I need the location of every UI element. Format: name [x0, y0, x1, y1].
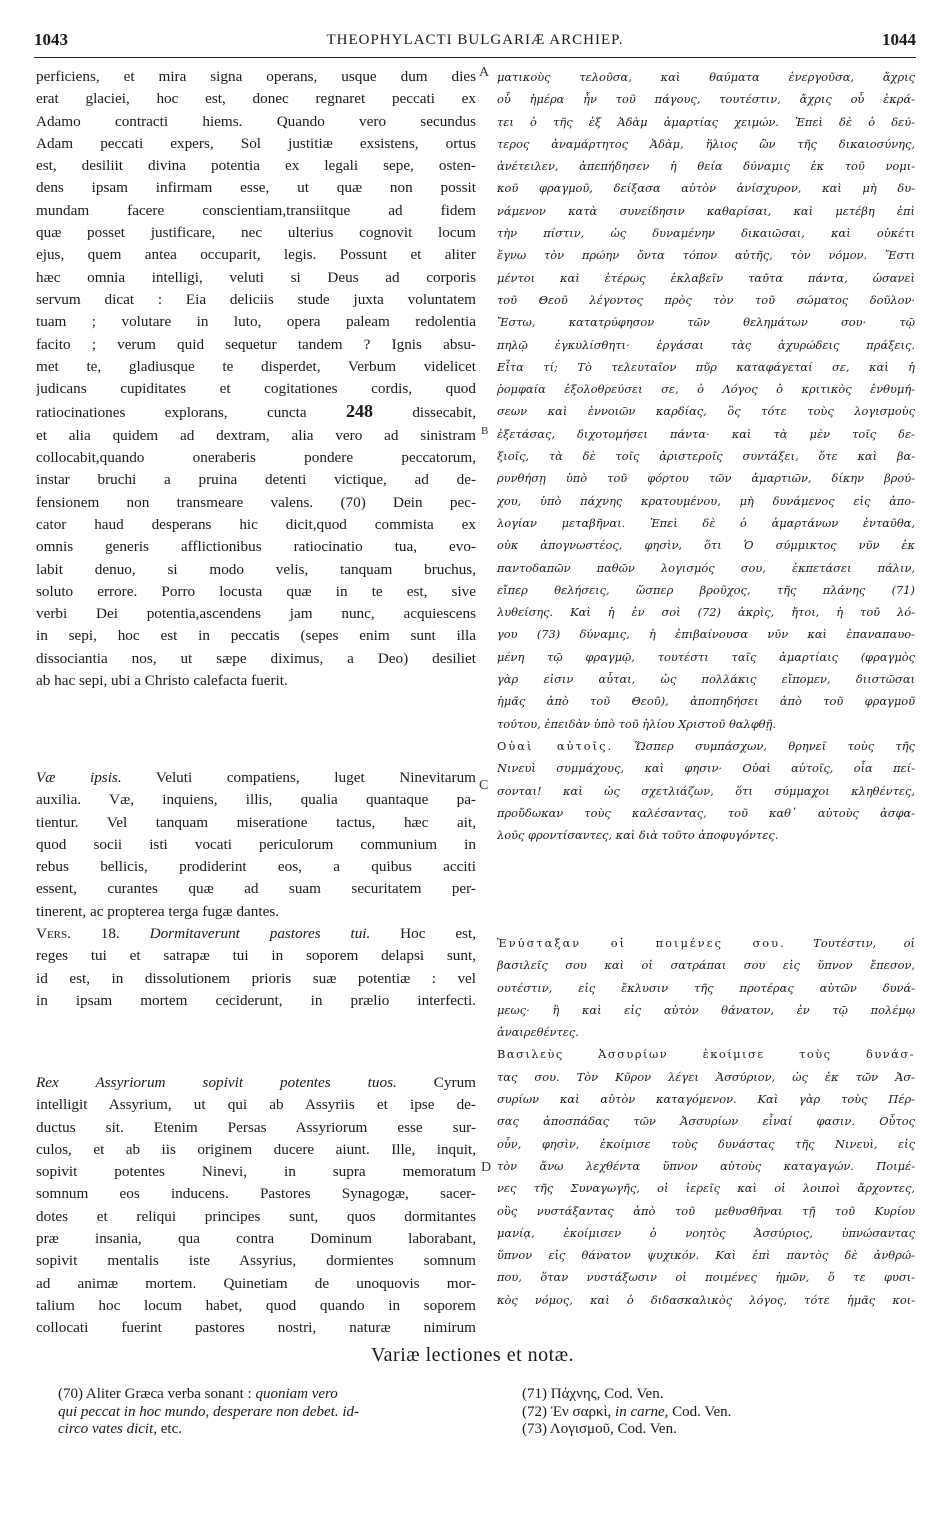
margin-marker-a: A: [479, 65, 490, 80]
text-line: λογίαν μεταβῆναι. Ἐπεὶ δὲ ὁ ἁμαρτάνων ἐνταῦθα,: [497, 515, 915, 530]
text-line: [36, 923, 476, 945]
text-fragment: Veluti compatiens, luget Ninevitarum: [155, 769, 476, 786]
text-line: νάμενον κατὰ συνείδησιν καθαρίσαι, καὶ μετέβη ἐπὶ: [497, 203, 915, 218]
text-line: sopivit mentalis iste Assyrius, dormientes somnum: [36, 1252, 476, 1270]
text-line-248: [36, 400, 476, 424]
text-line: Ἔστω, κατατρύφησον τῶν θελημάτων σου· τῷ: [497, 315, 915, 330]
note-73: (73) Λογισμοῦ, Cod. Ven.: [522, 1421, 677, 1437]
text-fragment: dissecabit,: [412, 404, 476, 422]
header-rule: [34, 57, 916, 58]
text-line: cator haud desperans hic dicit,quod commista ex: [36, 515, 476, 533]
text-line: [36, 1072, 476, 1094]
text-line: id est, in dissolutionem prioris suæ potentiæ : vel: [36, 969, 476, 987]
text-line: præ insania, qua contra Dominum laborabant,: [36, 1230, 476, 1248]
text-line: προὔδωκαν τοὺς καλέσαντας, τοῦ καθ᾽ αὐτοὺς ἀσφα-: [497, 805, 915, 820]
page-reference-number: 248: [345, 401, 373, 422]
text-line: dotes et reliqui principes sunt, quos dormitantes: [36, 1207, 476, 1225]
text-line: βασιλεῖς σου καὶ οἱ σατράπαι σου εἰς ὕπνον ἔπεσον,: [497, 958, 915, 973]
text-line: λοῦς φροντίσαντες, καὶ διὰ τοῦτο ἀποφυγόντες.: [497, 828, 779, 843]
text-fragment: in carne,: [615, 1403, 669, 1420]
page-number-left: 1043: [34, 30, 68, 49]
page-header: [34, 30, 916, 56]
text-line: ἡμᾶς ἀπὸ τοῦ Θεοῦ), ἀποπηδήσει ἀπὸ τοῦ φραγμοῦ: [497, 694, 915, 709]
text-line: verbi Dei potentia,ascendens jam nunc, acquiescens: [36, 605, 476, 623]
text-fragment: quoniam vero: [255, 1386, 338, 1402]
text-fragment: qui peccat in hoc mundo, desperare non debet. id-: [58, 1403, 360, 1420]
text-line: ab hac sepi, ubi a Christo calefacta fuerit.: [36, 672, 288, 690]
lemma: Οὐαὶ αὐτοῖς.: [497, 738, 614, 753]
text-line: met te, gladiusque te disperdet, Verbum videlicet: [36, 357, 476, 375]
text-line: ρυνθήσῃ ὑπὸ τοῦ φόρτου τῶν ἁμαρτιῶν, δίκην βρού-: [497, 471, 915, 486]
text-line: μεως· ἢ καὶ εἰς αὐτὸν θάνατον, ἐν τῷ πολέμῳ: [497, 1002, 915, 1017]
text-line: εἴπερ θελήσεις, ὥσπερ βροῦχος, τῆς πλάνης (71): [497, 582, 915, 597]
text-line: ἔγνω τὸν πρώην ὄντα τόπον αὐτῆς, τὸν νόμον. Ἔστι: [497, 248, 915, 263]
text-line: auxilia. Væ, inquiens, illis, qualia quantaque pa-: [36, 791, 476, 809]
text-line: μέντοι καὶ ἑτέρως ἐκλαβεῖν ταῦτα πάντα, ὡσανεὶ: [497, 270, 915, 285]
text-line: quæ posset justificare, nec ulterius cognovit locum: [36, 224, 476, 242]
text-line: quod socii isti vocati periculorum communium in: [36, 835, 476, 853]
lemma: Rex Assyriorum sopivit potentes tuos.: [36, 1074, 397, 1091]
text-line: essent, curantes quæ ad suam securitatem per-: [36, 880, 476, 898]
text-line: χου, ὑπὸ πάχνης κρατουμένου, μὴ δυνάμενος εἰς ἀπο-: [497, 493, 915, 508]
text-line: tientur. Vel tanquam miseratione tactus, hæc ait,: [36, 813, 476, 831]
text-fragment: etc.: [160, 1421, 182, 1437]
margin-marker-b: B: [481, 425, 489, 437]
text-line: Νινευὶ συμμάχους, καὶ φησιν· Οὐαὶ αὐτοῖς, οἷα πεί-: [497, 761, 915, 776]
text-line: instar bruchi a pruina detenti victique, ad de-: [36, 471, 476, 489]
text-line: ῥομφαία ἐξολοθρεύσει σε, ὁ Λόγος ὁ κριτικὸς ἐνθυμή-: [497, 382, 915, 397]
text-line: facito ; verum quid sequetur tandem ? Ignis absu-: [36, 335, 476, 353]
text-line: κὸς νόμος, καὶ ὁ διδασκαλικὸς λόγος, τότε ἡμᾶς κοι-: [497, 1292, 915, 1307]
text-fragment: Cod. Ven.: [672, 1403, 732, 1420]
text-line: soluto errore. Porro locusta quæ in te est, sive: [36, 582, 476, 600]
text-line: ξιοῖς, τὰ δὲ τοῖς ἀριστεροῖς συντάξει, ὅτε καὶ βα-: [497, 449, 915, 464]
text-line: τὴν πίστιν, ὡς δυναμένην δικαιῶσαι, καὶ οὐκέτι: [497, 226, 915, 241]
note-70: [58, 1386, 478, 1404]
text-fragment: ratiocinationes explorans, cuncta: [36, 404, 307, 422]
text-fragment: (72) Ἐν σαρκὶ,: [522, 1403, 612, 1420]
text-line: hæc omnia intelligi, veluti si Deus ad corporis: [36, 268, 476, 286]
latin-section-2: [36, 767, 476, 1012]
latin-section-3: [36, 1072, 476, 1340]
text-line: mundam facere conscientiam,transiitque ad fidem: [36, 201, 476, 219]
text-line: culos, et ab iis originem ducere aiunt. Ille, inquit,: [36, 1140, 476, 1158]
text-line: τὸν ἄνω λεχθέντα ὕπνον αὐτοὺς καταγαγών. Ποιμέ-: [497, 1158, 915, 1173]
text-fragment: Cyrum: [433, 1074, 476, 1091]
text-line: σας ἀποσπάδας τῶν Ἀσσυρίων εἶναί φασιν. Οὗτος: [497, 1114, 915, 1129]
text-line: οὐκ ἀπογνωστέος, φησὶν, ὅτι Ὁ σύμμικτος νῦν ἐκ: [497, 538, 915, 553]
verse-label: Vers. 18.: [36, 925, 120, 943]
text-line: ἀναιρεθέντες.: [497, 1025, 579, 1040]
note-72: [522, 1404, 902, 1422]
text-line: [36, 767, 476, 789]
text-line: κοῦ φραγμοῦ, δείξασα αὐτὸν ἀνίσχυρον, καὶ μὴ δυ-: [497, 181, 915, 196]
text-line: dens ipsam infirmam esse, ut quæ non possit: [36, 179, 476, 197]
text-line: et alia quidem ad dextram, alia vero ad sinistram: [36, 426, 476, 444]
text-line: [497, 735, 915, 757]
text-line: reges tui et satrapæ tui in soporem delapsi sunt,: [36, 947, 476, 965]
text-line: labit denuo, si modo velis, tanquam bruchus,: [36, 560, 476, 578]
text-line: intelligit Assyrium, ut qui ab Assyriis et ipse de-: [36, 1096, 476, 1114]
text-line: judicans cupiditates et cogitationes cordis, quod: [36, 380, 476, 398]
note-71: (71) Πάχνης, Cod. Ven.: [522, 1386, 664, 1402]
text-line: est, desiliit divina potentia ex legali sepe, osten-: [36, 157, 476, 175]
text-line: talium hoc locum habet, quod quando in soporem: [36, 1296, 476, 1314]
text-line: collocabit,quando oneraberis pondere peccatorum,: [36, 449, 476, 467]
text-line: σονται! καὶ ὡς σχετλιάζων, ὅτι σύμμαχοι κληθέντες,: [497, 783, 915, 798]
text-line: Adam peccati expers, Sol justitiæ exsistens, ortus: [36, 134, 476, 152]
text-line: τει ὁ τῆς ἐξ Ἀδὰμ ἁμαρτίας χειμών. Ἐπεὶ δὲ ὁ δεύ-: [497, 114, 915, 129]
text-line: γου (73) δύναμις, ἡ ἐπιβαίνουσα νῦν καὶ ἐπαναπαυο-: [497, 627, 915, 642]
text-line: τερος ἀναμάρτητος Ἀδὰμ, ἥλιος ὢν τῆς δικαιοσύνης,: [497, 136, 915, 151]
text-line: ductus sit. Etenim Persas Assyriorum esse sur-: [36, 1118, 476, 1136]
text-line: dissociantia nos, ut sæpe diximus, a Deo) desiliet: [36, 649, 476, 667]
text-line: που, ὅταν νυστάξωσιν οἱ ποιμένες ἡμῶν, ὅ τε φυσι-: [497, 1270, 915, 1285]
lemma: Væ ipsis.: [36, 769, 122, 786]
text-line: in ipsam mortem ceciderunt, in prælio interfecti.: [36, 991, 476, 1009]
greek-section-1: [497, 66, 915, 846]
running-title: THEOPHYLACTI BULGARIÆ ARCHIEP.: [326, 32, 624, 48]
text-line: fensionem non transmeare valens. (70) Dein pec-: [36, 493, 476, 511]
text-line: ἀνέτειλεν, ἀπεπήδησεν ἡ θεία δύναμις ἐκ τοῦ νομι-: [497, 159, 915, 174]
note-70-cont: [58, 1404, 478, 1422]
text-line: ἐξετάσας, διχοτομήσει πάντα· καὶ τὰ μὲν τοῖς δε-: [497, 426, 915, 441]
notes-right: [522, 1386, 902, 1439]
text-line: [497, 932, 915, 954]
latin-section-1: [36, 66, 476, 692]
text-line: in sepi, hoc est in peccatis (sepes enim sunt illa: [36, 627, 476, 645]
text-fragment: (70) Aliter Græca verba sonant :: [58, 1386, 252, 1402]
text-line: παντοδαπῶν παθῶν λογισμός σου, ἐκπετάσει πάλιν,: [497, 560, 915, 575]
text-fragment: Hoc est,: [400, 925, 476, 943]
text-fragment: Ὥσπερ συμπάσχων, θρηνεῖ τοὺς τῆς: [634, 738, 915, 753]
text-line: ουτέστιν, εἰς ἔκλυσιν τῆς προτέρας αὐτῶν δυνά-: [497, 980, 915, 995]
note-70-cont: [58, 1421, 478, 1439]
text-line: servum dicat : Eia deliciis stude juxta voluntatem: [36, 290, 476, 308]
text-line: tinerent, ac propterea terga fugæ dantes.: [36, 902, 280, 920]
text-line: sopivit potentes Ninevi, in supra memoratum: [36, 1163, 476, 1181]
notes-heading: Variæ lectiones et notæ.: [370, 1344, 575, 1366]
text-line: τοῦ Θεοῦ λέγοντος πρὸς τὸν τοῦ σώματος δοῦλον·: [497, 292, 915, 307]
text-line: μανίᾳ, ἐκοίμισεν ὁ νοητὸς Ἀσσύριος, ὑπνώσαντας: [497, 1225, 915, 1240]
text-line: τούτου, ἐπειδὰν ὑπὸ τοῦ ἡλίου Χριστοῦ θαλφθῇ.: [497, 716, 776, 731]
text-line: μένη τῷ φραγμῷ, τουτέστι ταῖς ἁμαρτίαις (φραγμὸς: [497, 649, 915, 664]
text-line: τας σου. Τὸν Κῦρον λέγει Ἀσσύριον, ὡς ἐκ τῶν Ἀσ-: [497, 1069, 915, 1084]
text-line: tuam ; volutare in luto, opera paleam redolentia: [36, 313, 476, 331]
text-line: rebus bellicis, prodiderint eos, a quibus acciti: [36, 858, 476, 876]
text-line: οὗ ἡμέρα ἦν τοῦ πάγους, τουτέστιν, ἄχρις οὗ ἐκρά-: [497, 92, 915, 107]
text-line: ejus, quem antea occuparit, legis. Possunt et aliter: [36, 246, 476, 264]
text-fragment: Τουτέστιν, οἱ: [813, 936, 915, 950]
text-line: Εἶτα τί; Τὸ τελευταῖον πῦρ καταφάγεταί σε, καὶ ἡ: [497, 359, 915, 374]
text-line: perficiens, et mira signa operans, usque dum dies: [36, 68, 476, 85]
text-line: σεων καὶ ἐννοιῶν καρδίας, ὃς τότε τοὺς λογισμοὺς: [497, 404, 915, 419]
margin-marker-c: C: [479, 778, 489, 793]
notes-left: [58, 1386, 478, 1439]
lemma: Ἐνύσταξαν οἱ ποιμένες σου.: [497, 936, 786, 950]
text-line: Adamo contracti hiems. Quando vero secundus: [36, 112, 476, 130]
text-line: συρίων καὶ αὐτὸν καταγόμενον. Καὶ γὰρ τοὺς Πέρ-: [497, 1092, 915, 1107]
text-line: οὖν, φησὶν, ἐκοίμισε τοὺς δυνάστας τῆς Νινευὶ, εἰς: [497, 1136, 915, 1151]
text-line: λυθείσης. Καὶ ἡ ἐν σοὶ (72) ἀκρὶς, ἤτοι, ἡ τοῦ λό-: [497, 605, 915, 620]
page-number-right: 1044: [882, 30, 916, 49]
lemma: Βασιλεὺς Ἀσσυρίων ἐκοίμισε τοὺς δυνάσ-: [497, 1047, 915, 1062]
text-line: omnis generis afflictionibus ratiocinatio tua, evo-: [36, 538, 476, 556]
text-fragment: circo vates dicit,: [58, 1421, 157, 1437]
text-line: erat glaciei, hoc est, donec regnaret peccati ex: [36, 90, 476, 108]
margin-marker-d: D: [481, 1160, 492, 1175]
text-line: νες τῆς Συναγωγῆς, οἱ ἱερεῖς καὶ οἱ λοιποὶ ἄρχοντες,: [497, 1181, 915, 1196]
text-line: γὰρ εἰσιν αὗται, ὡς πολλάκις εἴπομεν, διιστῶσαι: [497, 672, 915, 687]
text-line: οὓς νυστάξαντας ἀπὸ τοῦ μεθυσθῆναι τῇ τοῦ Κυρίου: [497, 1203, 915, 1218]
text-line: collocati fuerint pastores nostri, naturæ nimirum: [36, 1319, 476, 1337]
text-line: ὕπνον εἰς θάνατον ψυχικόν. Καὶ ἐπὶ παντὸς δὲ ἀνθρώ-: [497, 1248, 915, 1263]
lemma: Dormitaverunt pastores tui.: [149, 925, 371, 943]
text-line: ad animæ mortem. Quinetiam de unoquovis mor-: [36, 1274, 476, 1292]
text-line: πηλῷ ἐγκυλίσθητι· ἐργάσαι τὰς ἀχυρώδεις πράξεις.: [497, 337, 915, 352]
text-line: somnum eos inducens. Pastores Synagogæ, sacer-: [36, 1185, 476, 1203]
greek-section-2: [497, 932, 915, 1311]
text-line: ματικοὺς τελοῦσα, καὶ θαύματα ἐνεργοῦσα, ἄχρις: [497, 70, 915, 84]
